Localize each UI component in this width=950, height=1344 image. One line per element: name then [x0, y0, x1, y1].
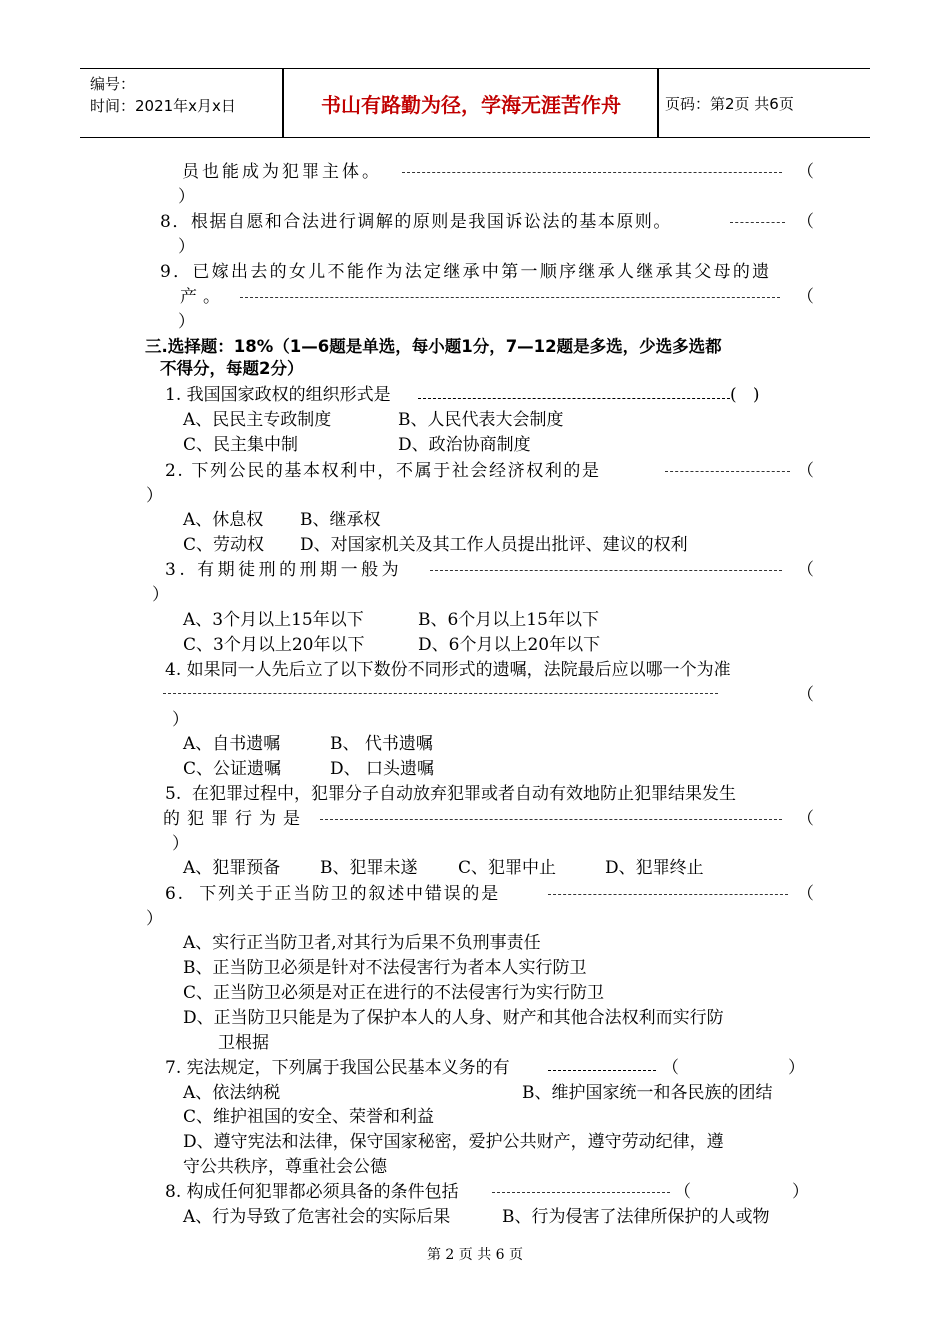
question-8-option-a: A、行为导致了危害社会的实际后果 — [183, 1207, 451, 1227]
question-7-stem: 7. 宪法规定，下列属于我国公民基本义务的有 — [165, 1058, 510, 1078]
question-4-option-a: A、自书遗嘱 — [183, 734, 281, 754]
question-5-option-b: B、犯罪未遂 — [320, 858, 418, 878]
question-6-option-d: D、正当防卫只能是为了保护本人的人身、财产和其他合法权利而实行防 — [183, 1008, 724, 1028]
answer-paren-close: ） — [146, 909, 163, 929]
answer-paren: ( ) — [730, 385, 760, 405]
header-meta — [90, 73, 236, 117]
answer-paren-open: （ — [797, 884, 814, 904]
answer-paren-open: （ — [797, 560, 814, 580]
question-2-stem: 2. 下列公民的基本权利中，不属于社会经济权利的是 — [165, 461, 601, 481]
answer-paren-close: ） — [146, 486, 163, 506]
question-3-option-d: D、6个月以上20年以下 — [418, 635, 601, 655]
header-divider — [657, 69, 659, 137]
question-3-option-c: C、3个月以上20年以下 — [183, 635, 365, 655]
question-7-option-d: D、遵守宪法和法律，保守国家秘密，爱护公共财产，遵守劳动纪律，遵 — [183, 1132, 724, 1152]
answer-paren-open: （ — [797, 287, 814, 307]
answer-dash-line — [430, 570, 782, 571]
answer-paren-close: ） — [172, 710, 189, 730]
answer-dash-line — [163, 693, 718, 694]
question-5-stem: 5. 在犯罪过程中，犯罪分子自动放弃犯罪或者自动有效地防止犯罪结果发生 — [165, 784, 737, 804]
question-5-stem-continued: 的犯罪行为是 — [163, 809, 307, 829]
question-7-option-a: A、依法纳税 — [183, 1083, 281, 1103]
question-4-option-c: C、公证遗嘱 — [183, 759, 282, 779]
question-6-option-d-continued: 卫根据 — [218, 1033, 269, 1053]
question-6-option-a: A、实行正当防卫者,对其行为后果不负刑事责任 — [183, 933, 541, 953]
page-footer: 第 2 页 共 6 页 — [426, 1247, 524, 1263]
answer-paren-close: ） — [178, 312, 195, 332]
answer-paren-open: （ — [797, 461, 814, 481]
answer-paren-open: （ — [797, 809, 814, 829]
tf-item-7-continued: 员也能成为犯罪主体。 — [182, 162, 382, 182]
question-2-option-d: D、对国家机关及其工作人员提出批评、建议的权利 — [300, 535, 688, 555]
question-1-option-b: B、人民代表大会制度 — [398, 410, 564, 430]
answer-dash-line — [320, 819, 782, 820]
section-3-title-continued: 不得分，每题2分） — [160, 359, 304, 378]
question-1-option-c: C、民主集中制 — [183, 435, 299, 455]
answer-dash-line — [548, 1070, 656, 1071]
header-motto: 书山有路勤为径，学海无涯苦作舟 — [321, 92, 621, 117]
question-3-option-a: A、3个月以上15年以下 — [183, 610, 364, 630]
question-5-option-d: D、犯罪终止 — [605, 858, 704, 878]
question-5-option-c: C、犯罪中止 — [458, 858, 557, 878]
question-4-option-b: B、 代书遗嘱 — [330, 734, 433, 754]
question-8-stem: 8. 构成任何犯罪都必须具备的条件包括 — [165, 1182, 459, 1202]
section-3-title: 三.选择题：18%（1—6题是单选，每小题1分，7—12题是多选，少选多选都 — [145, 337, 722, 356]
answer-paren-close: ） — [172, 834, 189, 854]
answer-paren-open: （ — [797, 685, 814, 705]
question-8-option-b: B、行为侵害了法律所保护的人或物 — [502, 1207, 770, 1227]
header-page-info: 页码：第2页 共6页 — [665, 94, 794, 113]
question-7-option-d-continued: 守公共秩序，尊重社会公德 — [183, 1157, 387, 1177]
question-2-option-a: A、休息权 — [183, 510, 264, 530]
question-4-option-d: D、 口头遗嘱 — [330, 759, 435, 779]
answer-paren-open: （ — [662, 1058, 679, 1078]
answer-paren-open: （ — [797, 162, 814, 182]
question-5-option-a: A、犯罪预备 — [183, 858, 281, 878]
answer-paren-close: ） — [792, 1182, 809, 1202]
answer-paren-open: （ — [797, 212, 814, 232]
tf-item-9: 9．已嫁出去的女儿不能作为法定继承中第一顺序继承人继承其父母的遗 — [160, 262, 772, 282]
question-2-option-c: C、劳动权 — [183, 535, 265, 555]
doc-date-label: 时间：2021年x月x日 — [90, 97, 236, 115]
answer-paren-close: ） — [178, 187, 195, 207]
answer-paren-close: ） — [788, 1058, 805, 1078]
answer-dash-line — [548, 894, 788, 895]
question-3-option-b: B、6个月以上15年以下 — [418, 610, 599, 630]
question-1-option-d: D、政治协商制度 — [398, 435, 531, 455]
answer-dash-line — [402, 172, 782, 173]
answer-dash-line — [665, 471, 790, 472]
question-7-option-c: C、维护祖国的安全、荣誉和利益 — [183, 1107, 435, 1127]
answer-paren-close: ） — [152, 585, 169, 605]
question-7-option-b: B、维护国家统一和各民族的团结 — [522, 1083, 773, 1103]
page-header — [80, 68, 870, 138]
question-4-stem: 4. 如果同一人先后立了以下数份不同形式的遗嘱，法院最后应以哪一个为准 — [165, 660, 731, 680]
question-2-option-b: B、继承权 — [300, 510, 381, 530]
answer-paren-open: （ — [674, 1182, 691, 1202]
question-3-stem: 3. 有期徒刑的刑期一般为 — [165, 560, 403, 580]
answer-dash-line — [730, 222, 785, 223]
question-1-stem: 1. 我国国家政权的组织形式是 — [165, 385, 391, 405]
tf-item-9-continued: 产。 — [180, 287, 226, 307]
question-1-option-a: A、民民主专政制度 — [183, 410, 332, 430]
question-6-option-c: C、正当防卫必须是对正在进行的不法侵害行为实行防卫 — [183, 983, 605, 1003]
answer-paren-close: ） — [178, 237, 195, 257]
answer-dash-line — [240, 297, 780, 298]
question-6-stem: 6. 下列关于正当防卫的叙述中错误的是 — [165, 884, 501, 904]
header-divider — [282, 69, 284, 137]
answer-dash-line — [492, 1192, 670, 1193]
answer-dash-line — [418, 398, 730, 399]
doc-id-label: 编号： — [90, 75, 136, 93]
question-6-option-b: B、正当防卫必须是针对不法侵害行为者本人实行防卫 — [183, 958, 587, 978]
tf-item-8: 8．根据自愿和合法进行调解的原则是我国诉讼法的基本原则。 — [160, 212, 672, 232]
